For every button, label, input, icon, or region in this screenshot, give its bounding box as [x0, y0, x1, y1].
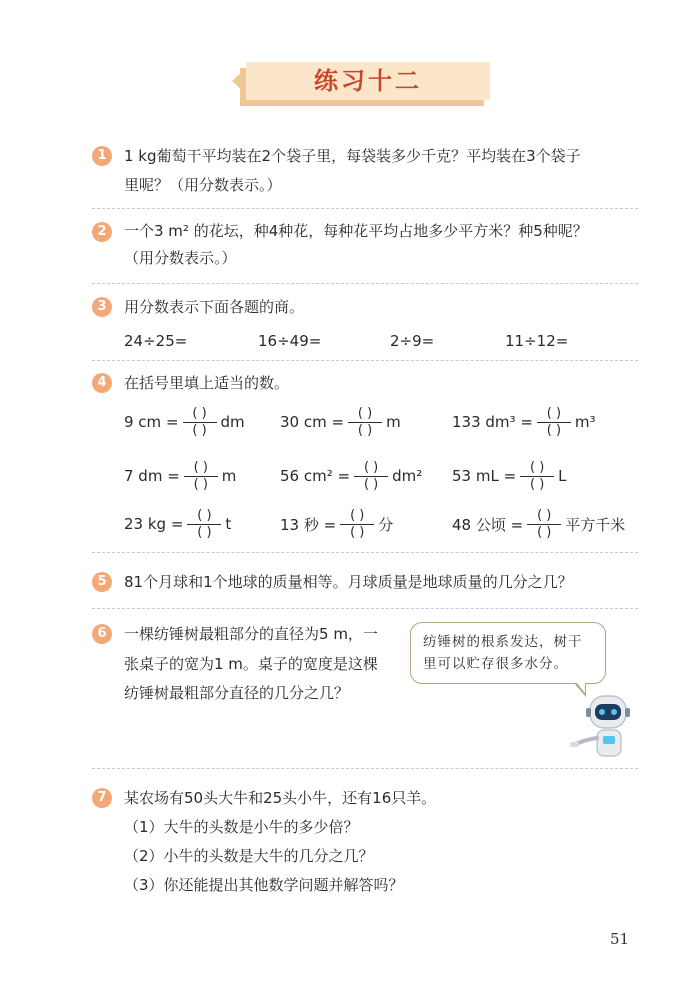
- conversion-unit: 平方千米: [565, 515, 626, 534]
- conversion-left: 13 秒 =: [280, 515, 337, 534]
- page-number: 51: [610, 930, 630, 948]
- conversion-item: [124, 456, 236, 496]
- page-title: 练习十二: [314, 66, 422, 95]
- conversion-left: 56 cm² =: [280, 467, 351, 485]
- conversion-unit: 分: [378, 515, 394, 534]
- conversion-item: [124, 504, 231, 544]
- conversion-item: [452, 402, 596, 442]
- problem-6-number: 6: [92, 624, 112, 644]
- denominator-blank: ( ): [192, 422, 207, 438]
- denominator-blank: ( ): [193, 476, 208, 492]
- divider: [92, 360, 638, 361]
- conversion-unit: dm: [220, 413, 245, 431]
- fraction-blank: [527, 508, 561, 541]
- denominator-blank: ( ): [546, 422, 562, 438]
- divider: [92, 552, 638, 553]
- speech-bubble: [410, 622, 606, 684]
- problem-3-number: 3: [92, 297, 112, 317]
- bubble-tail-inner: [576, 682, 585, 693]
- fraction-blank: [340, 508, 374, 541]
- conversion-unit: m: [386, 413, 401, 431]
- problem-7-question-1: （1）大牛的头数是小牛的多少倍？: [124, 818, 359, 836]
- numerator-blank: ( ): [530, 459, 545, 475]
- divider: [92, 283, 638, 284]
- title-banner: [232, 62, 492, 106]
- numerator-blank: ( ): [537, 507, 552, 523]
- problem-2-number: 2: [92, 222, 112, 242]
- problem-1-number: 1: [92, 146, 112, 166]
- numerator-blank: ( ): [193, 459, 208, 475]
- numerator-blank: ( ): [363, 459, 379, 475]
- conversion-left: 53 mL =: [452, 467, 517, 485]
- problem-6-line-2: 张桌子的宽为1 m。桌子的宽度是这棵: [124, 655, 378, 673]
- denominator-blank: ( ): [197, 524, 212, 540]
- conversion-unit: m: [221, 467, 237, 485]
- problem-3-line-1: 用分数表示下面各题的商。: [124, 298, 305, 316]
- fraction-blank: [520, 460, 554, 493]
- conversion-unit: L: [558, 467, 567, 485]
- denominator-blank: ( ): [363, 476, 379, 492]
- robot-icon: [570, 694, 640, 760]
- numerator-blank: ( ): [197, 507, 212, 523]
- conversion-item: [280, 456, 422, 496]
- bubble-line-1: 纺锤树的根系发达，树干: [423, 634, 583, 650]
- conversion-left: 23 kg =: [124, 515, 184, 533]
- divider: [92, 608, 638, 609]
- conversion-unit: t: [225, 515, 232, 533]
- numerator-blank: ( ): [357, 405, 373, 421]
- conversion-left: 9 cm =: [124, 413, 179, 431]
- divider: [92, 768, 638, 769]
- fraction-blank: [187, 508, 221, 541]
- denominator-blank: ( ): [530, 476, 545, 492]
- division-eq-2: 16÷49=: [258, 332, 322, 350]
- conversion-item: [452, 456, 567, 496]
- problem-2-line-2: （用分数表示。）: [124, 249, 237, 267]
- problem-7-question-2: （2）小牛的头数是大牛的几分之几？: [124, 847, 374, 865]
- conversion-unit: dm²: [392, 467, 423, 485]
- conversion-item: [280, 504, 393, 544]
- conversion-left: 30 cm =: [280, 413, 345, 431]
- divider: [92, 208, 638, 209]
- numerator-blank: ( ): [350, 507, 365, 523]
- fraction-blank: [184, 460, 218, 493]
- numerator-blank: ( ): [546, 405, 562, 421]
- problem-1-line-2: 里呢？（用分数表示。）: [124, 176, 282, 194]
- conversion-unit: m³: [574, 413, 596, 431]
- problem-7-number: 7: [92, 788, 112, 808]
- denominator-blank: ( ): [537, 524, 552, 540]
- conversion-item: [452, 504, 625, 544]
- fraction-blank: [537, 406, 571, 439]
- problem-1-line-1: 1 kg葡萄干平均装在2个袋子里，每袋装多少千克？平均装在3个袋子: [124, 147, 581, 165]
- problem-7-line-1: 某农场有50头大牛和25头小牛，还有16只羊。: [124, 789, 437, 807]
- problem-7-question-3: （3）你还能提出其他数学问题并解答吗？: [124, 876, 404, 894]
- conversion-item: [280, 402, 401, 442]
- conversion-left: 7 dm =: [124, 467, 180, 485]
- problem-5-number: 5: [92, 572, 112, 592]
- problem-4-number: 4: [92, 373, 112, 393]
- division-eq-1: 24÷25=: [124, 332, 188, 350]
- fraction-blank: [183, 406, 217, 439]
- denominator-blank: ( ): [350, 524, 365, 540]
- bubble-line-2: 里可以贮存很多水分。: [423, 656, 568, 672]
- fraction-blank: [354, 460, 388, 493]
- problem-2-line-1: 一个3 m² 的花坛，种4种花，每种花平均占地多少平方米？种5种呢？: [124, 222, 588, 240]
- problem-6-line-1: 一棵纺锤树最粗部分的直径为5 m，一: [124, 625, 378, 643]
- conversion-item: [124, 402, 245, 442]
- conversion-left: 48 公顷 =: [452, 515, 524, 534]
- division-eq-4: 11÷12=: [505, 332, 569, 350]
- conversion-left: 133 dm³ =: [452, 413, 533, 431]
- problem-5-line-1: 81个月球和1个地球的质量相等。月球质量是地球质量的几分之几？: [124, 573, 573, 591]
- problem-4-line-1: 在括号里填上适当的数。: [124, 374, 290, 392]
- division-eq-3: 2÷9=: [390, 332, 435, 350]
- problem-6-line-3: 纺锤树最粗部分直径的几分之几？: [124, 684, 350, 702]
- numerator-blank: ( ): [192, 405, 207, 421]
- denominator-blank: ( ): [357, 422, 373, 438]
- fraction-blank: [348, 406, 382, 439]
